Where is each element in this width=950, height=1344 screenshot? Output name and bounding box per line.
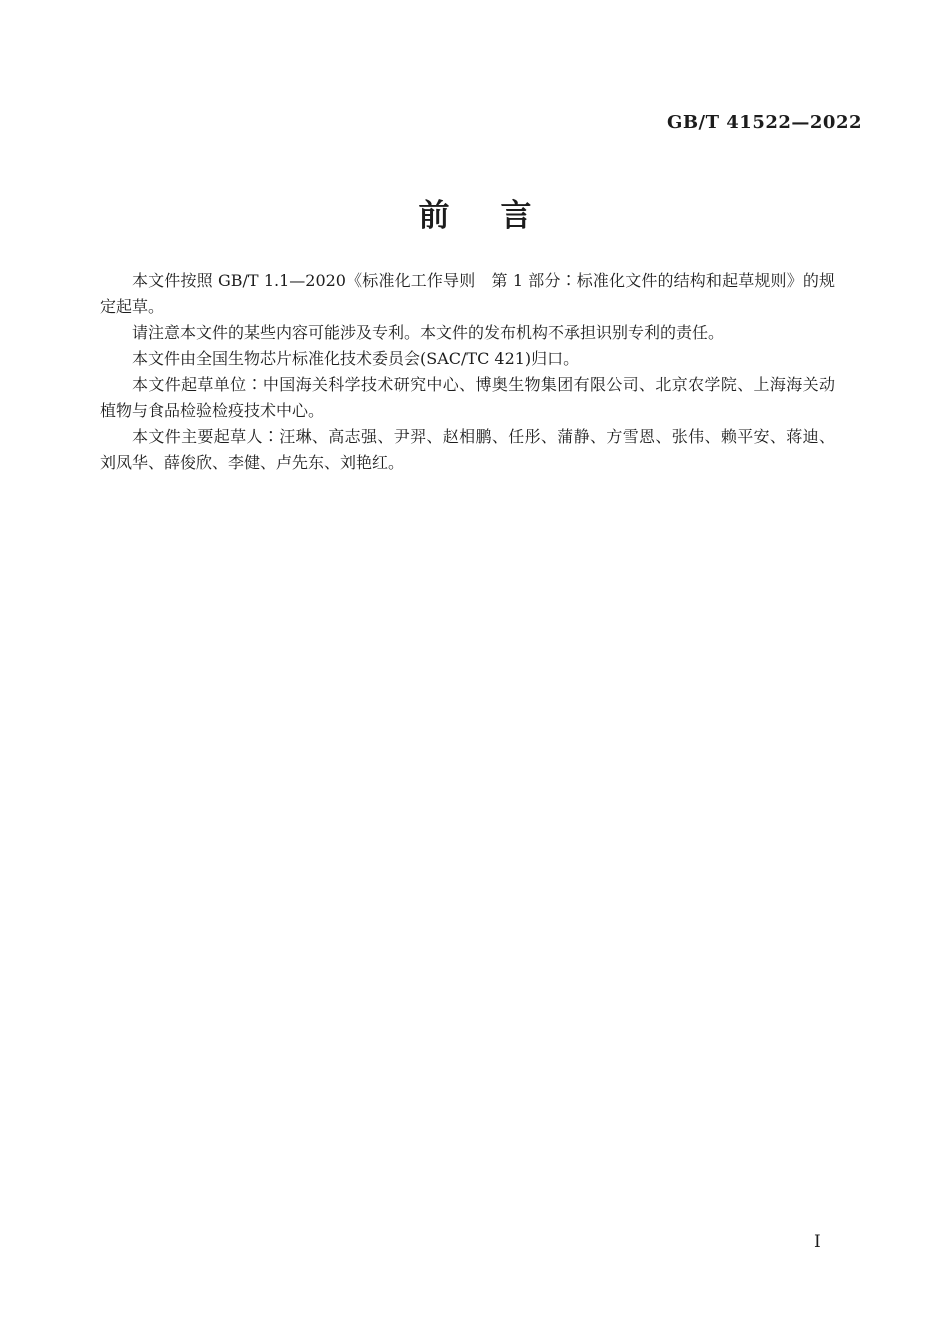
foreword-title: 前 言 xyxy=(418,198,542,234)
standard-number: GB/T 41522—2022 xyxy=(666,112,862,133)
page-number: I xyxy=(814,1232,821,1252)
paragraph-drafting-rules: 本文件按照 GB/T 1.1—2020《标准化工作导则 第 1 部分∶标准化文件的结构和起草规则》的规定起草。 xyxy=(100,271,835,316)
paragraph-committee: 本文件由全国生物芯片标准化技术委员会(SAC/TC 421)归口。 xyxy=(132,349,580,368)
paragraph-main-drafters: 本文件主要起草人∶汪琳、高志强、尹羿、赵相鹏、任彤、蒲静、方雪恩、张伟、赖平安、蒋迪、刘凤华、薛俊欣、李健、卢先东、刘艳红。 xyxy=(100,427,835,472)
paragraph-patent-notice: 请注意本文件的某些内容可能涉及专利。本文件的发布机构不承担识别专利的责任。 xyxy=(132,323,725,342)
paragraph-drafting-organizations: 本文件起草单位∶中国海关科学技术研究中心、博奥生物集团有限公司、北京农学院、上海海关动植物与食品检验检疫技术中心。 xyxy=(100,375,835,420)
foreword-body xyxy=(100,268,835,476)
